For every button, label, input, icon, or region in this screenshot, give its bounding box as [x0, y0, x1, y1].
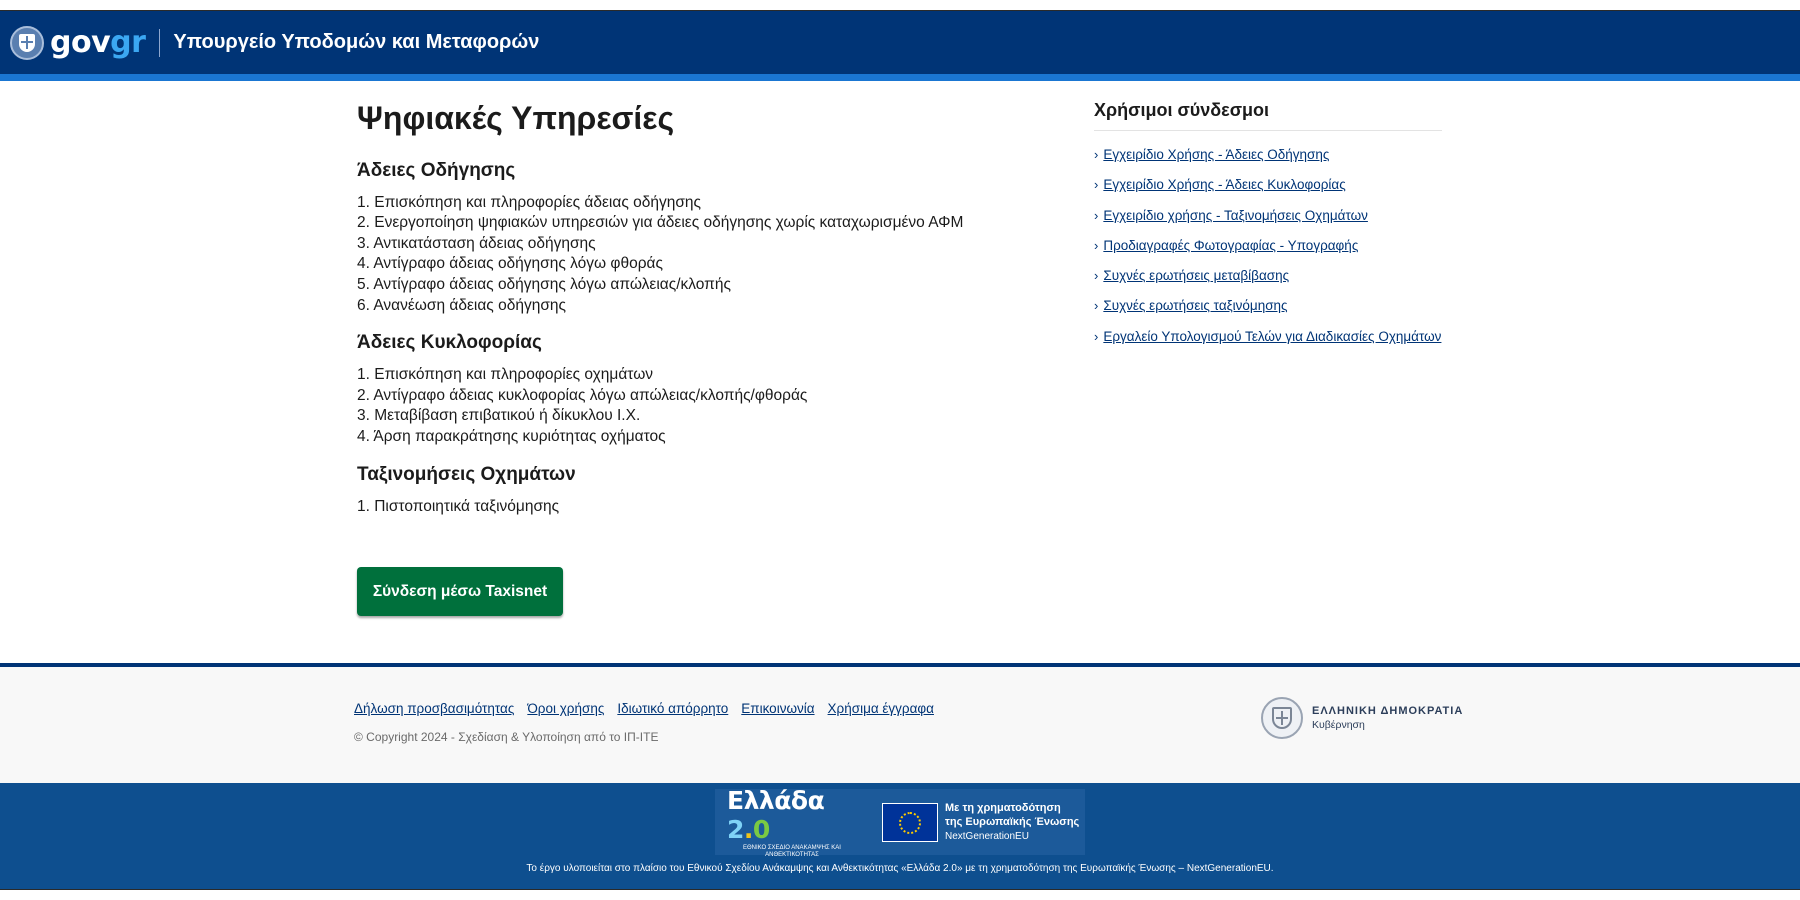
list-item: 1. Επισκόπηση και πληροφορίες άδειας οδήγησης	[357, 193, 702, 211]
top-edge	[0, 0, 1800, 11]
footer-link-privacy[interactable]: Ιδιωτικό απόρρητο	[617, 701, 729, 716]
sidebar-link-item	[1094, 296, 1442, 316]
chevron-right-icon: ›	[1094, 298, 1099, 314]
link-manual-vehicle-licenses[interactable]: Εγχειρίδιο Χρήσης - Άδειες Κυκλοφορίας	[1103, 177, 1346, 193]
footer-nav	[354, 701, 934, 716]
list-item: 3. Μεταβίβαση επιβατικού ή δίκυκλου Ι.Χ.	[357, 407, 641, 425]
link-faq-registration[interactable]: Συχνές ερωτήσεις ταξινόμησης	[1103, 298, 1288, 314]
chevron-right-icon: ›	[1094, 237, 1099, 253]
eu-flag-icon	[882, 803, 938, 842]
funding-logos	[715, 785, 1085, 858]
hellenic-emblem-icon	[1261, 697, 1303, 739]
bottom-edge	[0, 889, 1800, 900]
chevron-right-icon: ›	[1094, 207, 1099, 223]
ministry-title[interactable]: Υπουργείο Υποδομών και Μεταφορών	[173, 31, 540, 53]
list-item: 5. Αντίγραφο άδειας οδήγησης λόγω απώλειας/κλοπής	[357, 275, 731, 293]
eu-funding-text: Με τη χρηματοδότηση της Ευρωπαϊκής Ένωσης NextGenerationEU	[945, 802, 1080, 842]
funding-note: Το έργο υλοποιείται στο πλαίσιο του Εθνικού Σχεδίου Ανάκαμψης και Ανθεκτικότητας «Ελλάδα 2.0» με τη χρηματοδότηση της Ευρωπαϊκής Ένωσης – NextGenerationEU.	[526, 863, 1274, 874]
gov-badge-text	[1312, 705, 1463, 731]
copyright-text: © Copyright 2024 - Σχεδίαση & Υλοποίηση από το ΙΠ-ΙΤΕ	[354, 730, 659, 744]
header-divider	[159, 29, 160, 57]
chevron-right-icon: ›	[1094, 147, 1099, 162]
useful-links-sidebar	[1094, 100, 1442, 357]
greek-emblem-icon	[10, 26, 44, 60]
taxisnet-login-button[interactable]: Σύνδεση μέσω Taxisnet	[357, 567, 563, 616]
vehicle-registrations-list	[357, 497, 1057, 518]
sidebar-link-item	[1094, 236, 1442, 256]
section-title-vehicle-licenses: Άδειες Κυκλοφορίας	[357, 332, 542, 354]
link-photo-signature-specs[interactable]: Προδιαγραφές Φωτογραφίας - Υπογραφής	[1103, 237, 1359, 253]
sidebar-title: Χρήσιμοι σύνδεσμοι	[1094, 100, 1442, 131]
link-manual-registrations[interactable]: Εγχειρίδιο χρήσης - Ταξινομήσεις Οχημάτων	[1103, 207, 1368, 223]
main-content	[0, 81, 1800, 664]
govgr-wordmark: govgr	[50, 25, 146, 60]
sidebar-link-item	[1094, 175, 1442, 195]
list-item: 2. Αντίγραφο άδειας κυκλοφορίας λόγω απώλειας/κλοπής/φθοράς	[357, 386, 808, 404]
list-item: 1. Επισκόπηση και πληροφορίες οχημάτων	[357, 366, 654, 384]
gov-badge-line1: ΕΛΛΗΝΙΚΗ ΔΗΜΟΚΡΑΤΙΑ	[1312, 705, 1464, 717]
sidebar-link-item	[1094, 266, 1442, 286]
header-accent-bar	[0, 74, 1800, 81]
site-footer	[0, 663, 1800, 783]
chevron-right-icon: ›	[1094, 177, 1099, 193]
link-fee-calculator[interactable]: Εργαλείο Υπολογισμού Τελών για Διαδικασίες Οχημάτων	[1103, 328, 1442, 344]
chevron-right-icon: ›	[1094, 328, 1099, 344]
footer-link-documents[interactable]: Χρήσιμα έγγραφα	[827, 701, 934, 716]
sidebar-link-item	[1094, 145, 1442, 165]
section-title-driving-licenses: Άδειες Οδήγησης	[357, 159, 516, 181]
driving-licenses-list	[357, 193, 1057, 317]
page-title: Ψηφιακές Υπηρεσίες	[357, 100, 675, 136]
hellenic-government-logo[interactable]	[1261, 697, 1463, 739]
site-header	[0, 11, 1800, 74]
funding-band	[0, 783, 1800, 889]
gov-badge-line2: Κυβέρνηση	[1312, 719, 1365, 731]
services-column	[357, 98, 1057, 600]
list-item: 2. Ενεργοποίηση ψηφιακών υπηρεσιών για άδειες οδήγησης χωρίς καταχωρισμένο ΑΦΜ	[357, 214, 964, 232]
footer-link-accessibility[interactable]: Δήλωση προσβασιμότητας	[354, 701, 515, 716]
link-faq-transfer[interactable]: Συχνές ερωτήσεις μεταβίβασης	[1103, 268, 1290, 284]
list-item: 6. Ανανέωση άδειας οδήγησης	[357, 296, 566, 314]
footer-link-terms[interactable]: Όροι χρήσης	[527, 701, 605, 716]
footer-link-contact[interactable]: Επικοινωνία	[741, 701, 815, 716]
sidebar-link-item	[1094, 206, 1442, 226]
useful-links-list	[1094, 145, 1442, 347]
list-item: 4. Αντίγραφο άδειας οδήγησης λόγω φθοράς	[357, 255, 663, 273]
vehicle-licenses-list	[357, 365, 1057, 447]
list-item: 4. Άρση παρακράτησης κυριότητας οχήματος	[357, 427, 666, 445]
list-item: 1. Πιστοποιητικά ταξινόμησης	[357, 497, 560, 515]
section-title-vehicle-registrations: Ταξινομήσεις Οχημάτων	[357, 463, 576, 485]
link-manual-driving-licenses[interactable]: Εγχειρίδιο Χρήσης - Άδειες Οδήγησης	[1103, 147, 1330, 162]
list-item: 3. Αντικατάσταση άδειας οδήγησης	[357, 234, 596, 252]
sidebar-link-item	[1094, 327, 1442, 347]
chevron-right-icon: ›	[1094, 268, 1099, 284]
govgr-logo[interactable]	[10, 11, 145, 74]
greece-2-0-logo: Ελλάδα 2.0 ΕΘΝΙΚΟ ΣΧΕΔΙΟ ΑΝΑΚΑΜΨΗΣ ΚΑΙ ΑΝΘΕΚΤΙΚΟΤΗΤΑΣ	[727, 785, 841, 858]
